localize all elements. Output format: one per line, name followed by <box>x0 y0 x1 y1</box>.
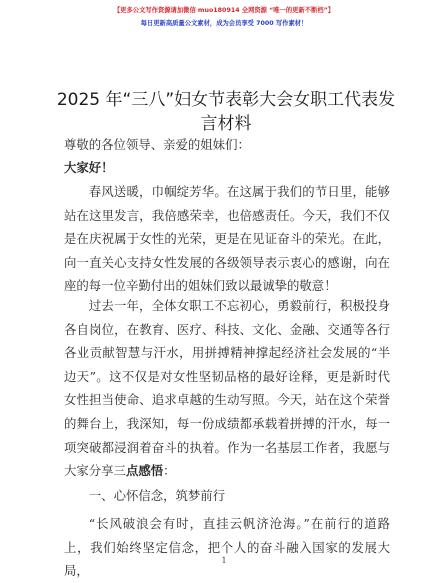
paragraph-2-end: ： <box>163 463 176 479</box>
paragraph-2-bold: 点感悟 <box>125 463 164 479</box>
paragraph-2 <box>64 294 390 483</box>
salutation: 尊敬的各位领导、亲爱的姐妹们： <box>64 137 250 152</box>
paragraph-1: 春风送暖，巾帼绽芳华。在这属于我们的节日里，能够站在这里发言，我倍感荣幸，也倍感责任。今天，我们不仅是在庆祝属于女性的光荣，更是在见证奋斗的荣光。在此，向一直关心支持女性发展的各级领导表示衷心的感谢，向在座的每一位辛勤付出的姐妹们致以最诚挚的敬意！ <box>64 184 390 294</box>
document-title: 2025 年“三八”妇女节表彰大会女职工代表发言材料 <box>56 90 396 134</box>
promo-line-2: 每日更新高质量公文素材，成为会员享受 7000 写作素材！ <box>140 20 308 27</box>
page-number: 1 <box>221 556 227 565</box>
greeting: 大家好！ <box>64 160 114 175</box>
promo-banner <box>0 4 448 30</box>
section-heading-1: 一、心怀信念，筑梦前行 <box>88 488 226 503</box>
promo-line-1: 【更多公文写作资源请加微信 muo180914 全网资源 “唯一的更新不断档”】 <box>113 7 335 14</box>
paragraph-3: “长风破浪会有时，直挂云帆济沧海。”在前行的道路上，我们始终坚定信念，把个人的奋斗融入国家的发展大局， <box>64 516 390 579</box>
paragraph-2-text: 过去一年，全体女职工不忘初心，勇毅前行，积极投身各自岗位，在教育、医疗、科技、文化、金融、交通等各行各业贡献智慧与汗水，用拼搏精神撑起经济社会发展的“半边天”。这不仅是对女性坚韧品格的最好诠释，更是新时代女性担当使命、追求卓越的生动写照。今天，站在这个荣誉的舞台上，我深知，每一份成绩都承载着拼搏的汗水，每一项突破都浸润着奋斗的执着。作为一名基层工作者，我愿与大家分享三 <box>64 298 390 479</box>
